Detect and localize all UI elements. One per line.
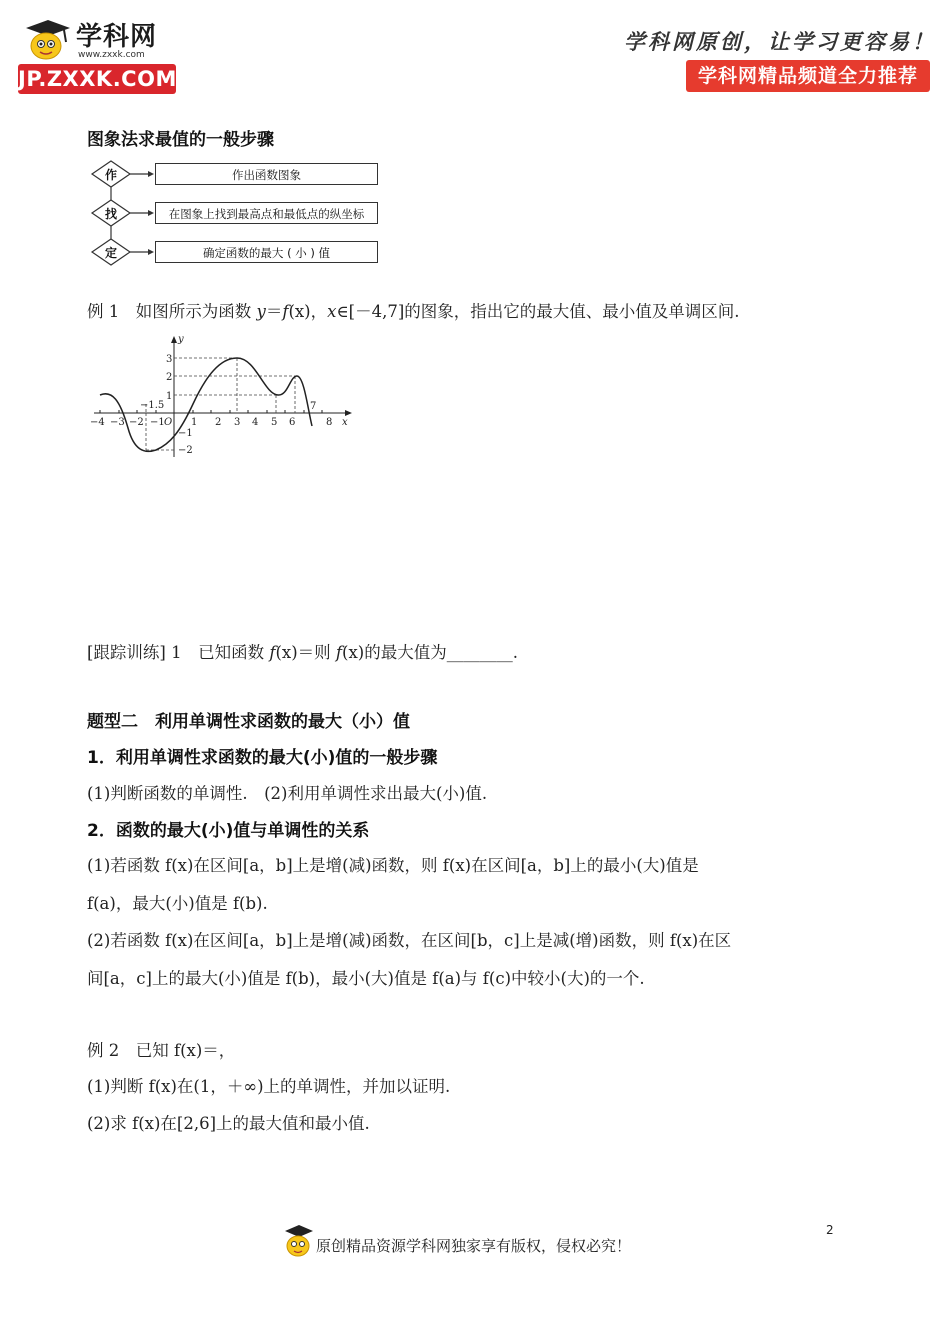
example2-line2: (1)判断 f(x)在(1，＋∞)上的单调性，并加以证明. [87,1077,451,1096]
relation-p1-line2: f(a)，最大(小)值是 f(b). [87,894,268,913]
x-tick-2: 2 [215,417,222,428]
recommend-banner: 学科网精品频道全力推荐 [686,60,930,92]
site-logo [18,16,183,98]
logo-subtitle: www.zxxk.com [78,50,145,60]
x-tick-3: 3 [234,417,241,428]
flow-step-box-find: 在图象上找到最高点和最低点的纵坐标 [155,202,378,224]
example2-line3: (2)求 f(x)在[2,6]上的最大值和最小值. [87,1114,370,1133]
y-tick-neg-2: −2 [178,445,193,456]
relation-p2-line1: (2)若函数 f(x)在区间[a，b]上是增(减)函数，在区间[b，c]上是减(增)函数，则 f(x)在区 [87,931,732,950]
logo-url[interactable]: JP.ZXXK.COM [18,64,176,94]
x-tick-neg-3: −3 [110,417,125,428]
x-tick-neg-2: −2 [129,417,144,428]
flow-step-label-find: 找 [104,207,117,221]
x-axis-label: x [342,417,348,428]
flow-step-label-draw: 作 [104,168,117,182]
subheading-steps: 1．利用单调性求函数的最大(小)值的一般步骤 [87,748,438,768]
origin-label: O [164,417,173,428]
flow-step-label-decide: 定 [104,246,117,260]
subheading-relation: 2．函数的最大(小)值与单调性的关系 [87,821,370,841]
example2-line1: 例 2 已知 f(x)＝， [87,1041,236,1060]
steps-line: (1)判断函数的单调性. (2)利用单调性求出最大(小)值. [87,784,488,803]
page-number: 2 [826,1223,834,1237]
y-axis-label: y [178,334,184,345]
x-extra-label: −1.5 [140,400,165,411]
x-tick-4: 4 [252,417,259,428]
example1-text: 例 1 如图所示为函数 y＝f(x)，x∈[－4,7]的图象，指出它的最大值、最小值及单调区间. [87,302,740,321]
x-tick-1: 1 [191,417,198,428]
x-tick-neg-4: −4 [90,417,105,428]
section-title-monotonicity: 题型二 利用单调性求函数的最大（小）值 [87,712,410,732]
relation-p2-line2: 间[a，c]上的最大(小)值是 f(b)，最小(大)值是 f(a)与 f(c)中较小(大)的一个. [87,969,645,988]
y-tick-1: 1 [166,391,173,402]
flow-step-box-decide: 确定函数的最大 ( 小 ) 值 [155,241,378,263]
relation-p1-line1: (1)若函数 f(x)在区间[a，b]上是增(减)函数，则 f(x)在区间[a，b]上的最小(大)值是 [87,856,699,875]
y-tick-2: 2 [166,372,173,383]
footer-mascot-icon [282,1222,316,1262]
section-title-graph-method: 图象法求最值的一般步骤 [87,130,274,150]
header-slogan: 学科网原创，让学习更容易！ [624,29,936,54]
follow-up-exercise: [跟踪训练] 1 已知函数 f(x)＝则 f(x)的最大值为________. [87,643,518,662]
x-tick-8: 8 [326,417,333,428]
x-tick-7: 7 [310,401,317,412]
mascot-icon [22,18,72,62]
x-tick-5: 5 [271,417,278,428]
function-graph [90,332,360,462]
x-tick-6: 6 [289,417,296,428]
function-curve [100,358,312,451]
logo-title: 学科网 [76,22,158,52]
y-tick-3: 3 [166,354,173,365]
flow-step-box-draw: 作出函数图象 [155,163,378,185]
y-tick-neg-1: −1 [178,428,193,439]
x-tick-neg-1: −1 [150,417,165,428]
footer-copyright: 原创精品资源学科网独家享有版权，侵权必究！ [316,1237,632,1255]
